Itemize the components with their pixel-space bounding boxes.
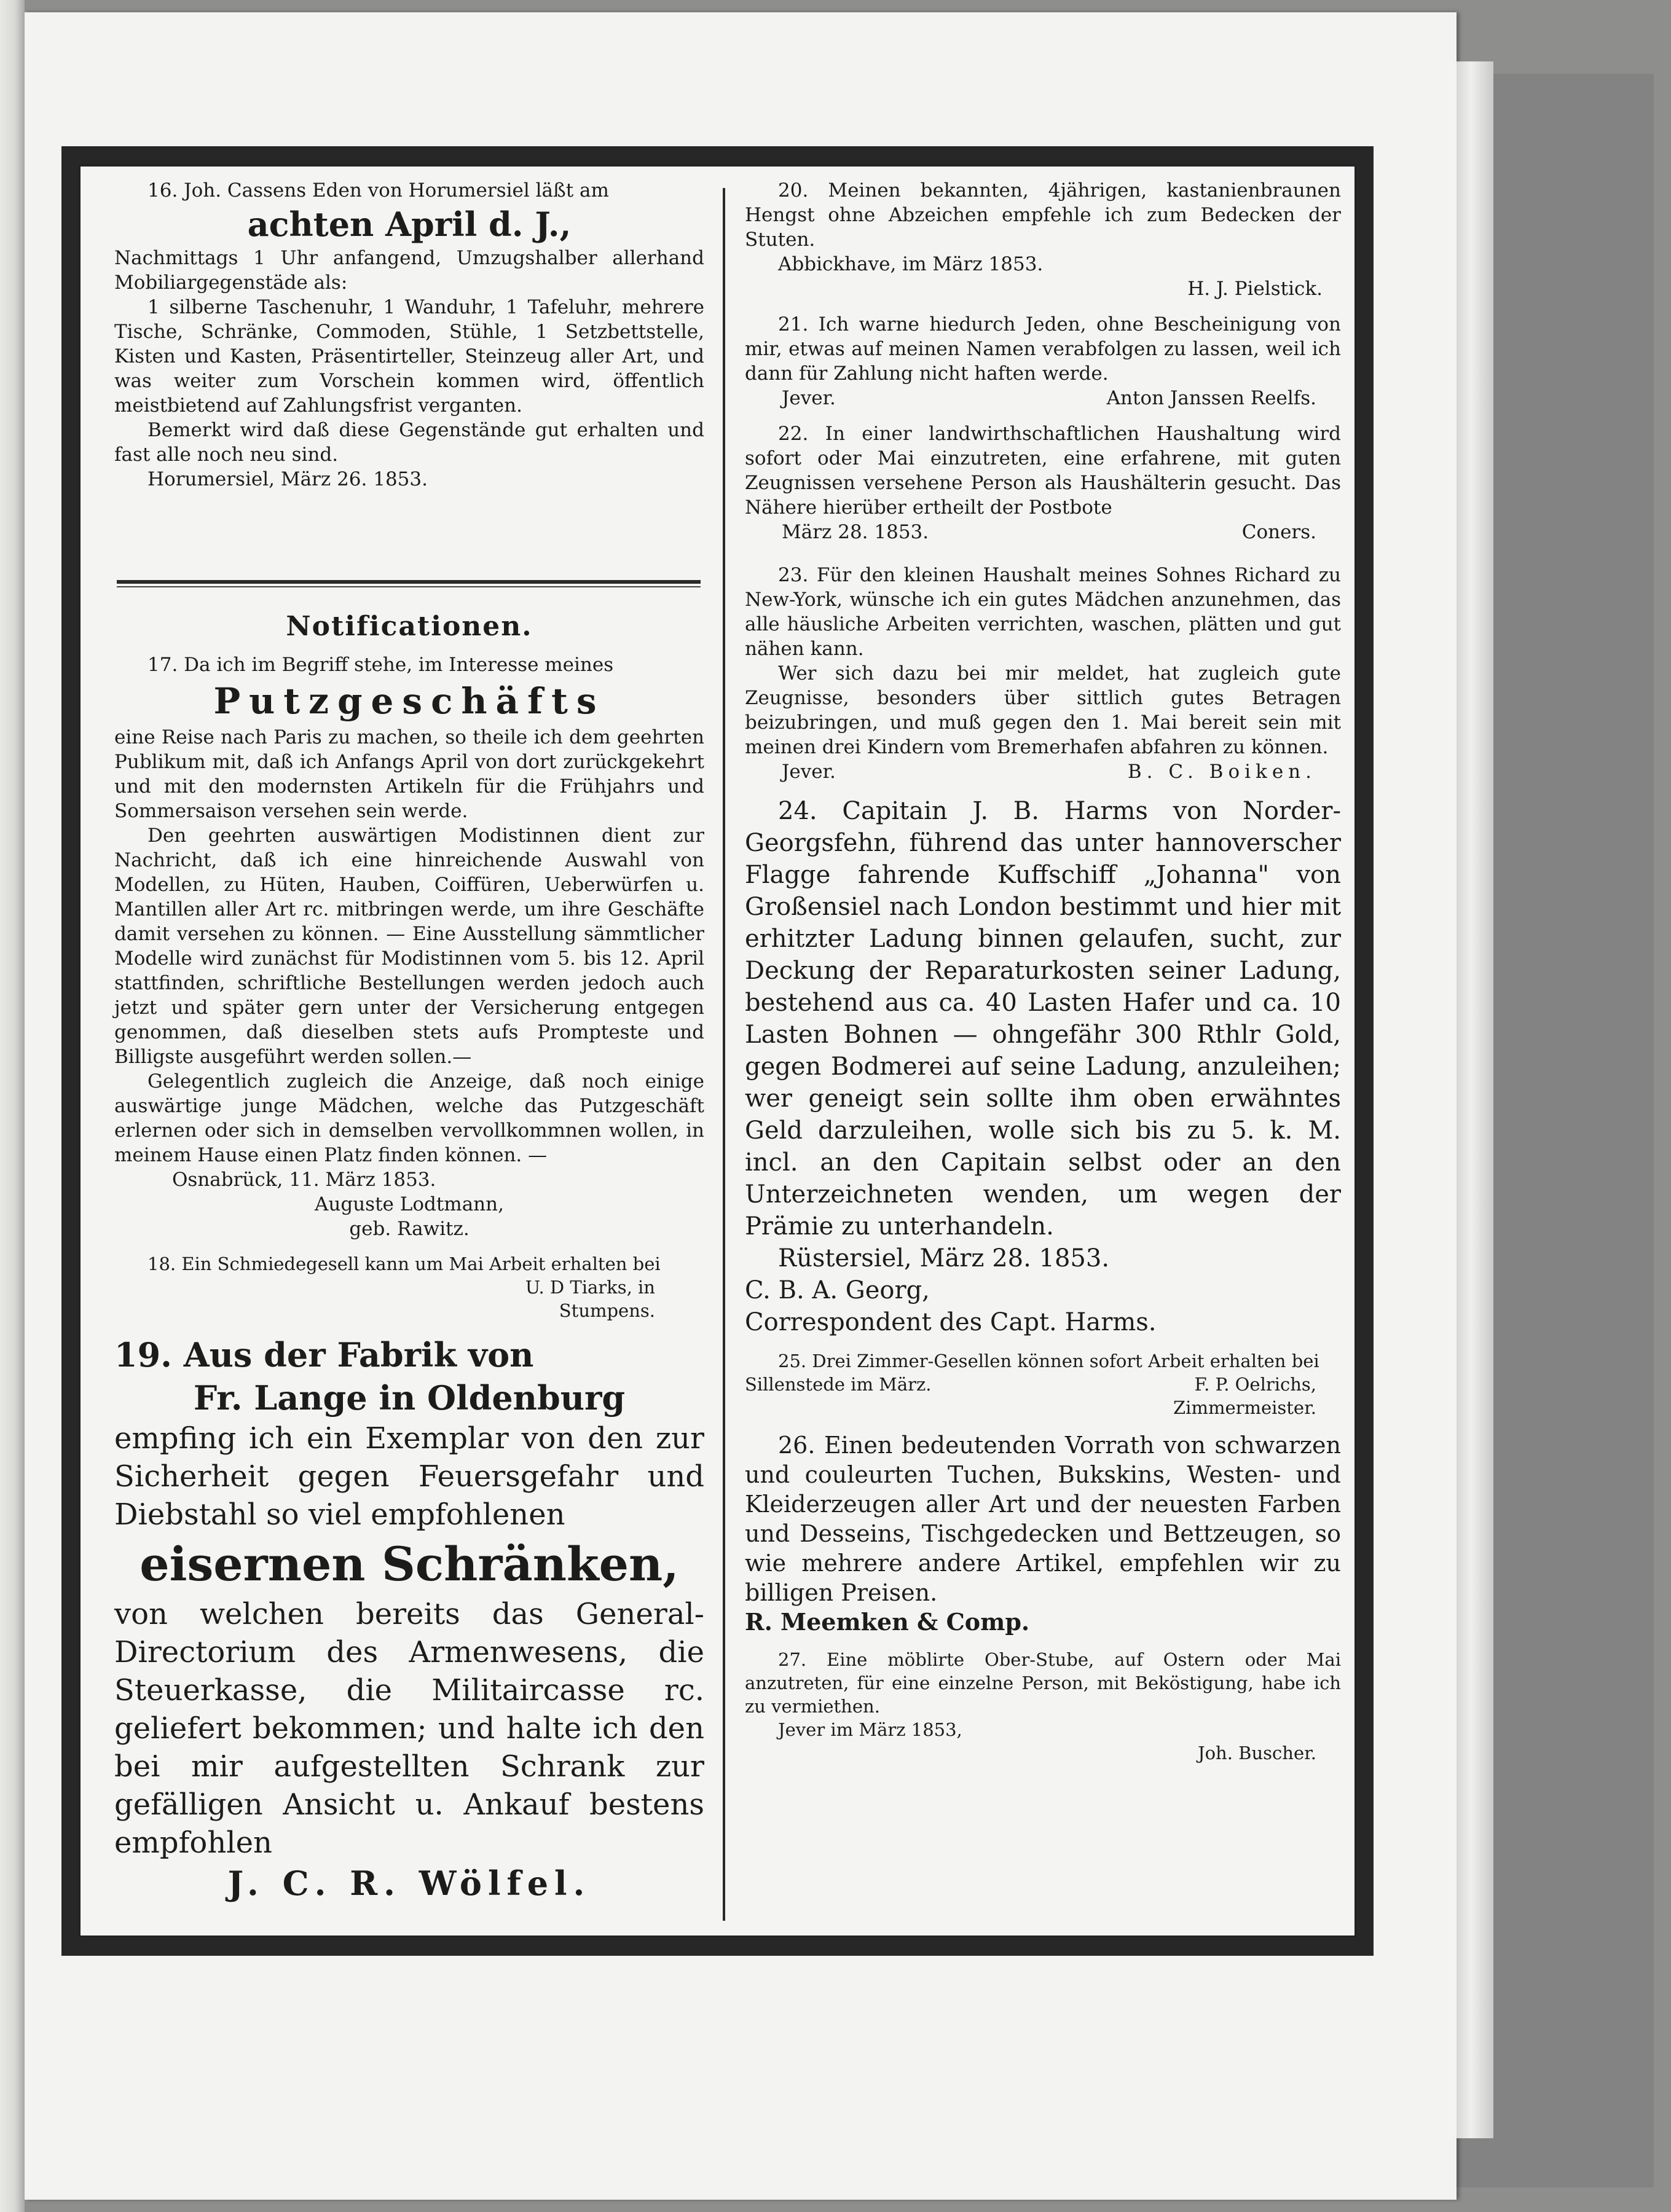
- ad-25-text: 25. Drei Zimmer-Gesellen können sofort Arbeit erhalten bei: [778, 1351, 1319, 1371]
- ad-19-body2: von welchen bereits das General-Directorium des Armenwesens, die Steuerkasse, die Militaircasse rc. geliefert bekommen; und halte ich den bei mir aufgestellten Schrank zur gefälligen Ansicht u. Ankauf bestens empfohlen: [114, 1597, 704, 1860]
- ad-27-place-date: Jever im März 1853,: [778, 1719, 962, 1740]
- ad-21-sig: Anton Janssen Reelfs.: [1106, 387, 1316, 409]
- ad-23-text: 23. Für den kleinen Haushalt meines Sohnes Richard zu New-York, wünsche ich ein gutes Mädchen anzunehmen, das alle häusliche Arbeiten verrichten, waschen, plätten und gut nähen kann.: [745, 564, 1341, 660]
- ad-22-text: 22. In einer landwirthschaftlichen Haushaltung wird sofort oder Mai einzutreten, eine erfahrene, mit guten Zeugnissen versehene Person als Haushälterin gesucht. Das Nähere hierüber ertheilt der Postbote: [745, 423, 1341, 519]
- ad-25-footer: [745, 1373, 1341, 1396]
- ad-26-text: 26. Einen bedeutenden Vorrath von schwarzen und couleurten Tuchen, Bukskins, Westen- und Kleiderzeugen aller Art und der neuesten Farben und Desseins, Tischgedecken und Bettzeugen, so wie mehrere andere Artikel, empfehlen wir zu billigen Preisen.: [745, 1432, 1341, 1606]
- ad-16-body: Nachmittags 1 Uhr anfangend, Umzugshalber allerhand Mobiliargegenstäde als:: [114, 247, 704, 294]
- ad-22: [745, 422, 1341, 544]
- ad-16-items: 1 silberne Taschenuhr, 1 Wanduhr, 1 Tafeluhr, mehrere Tische, Schränke, Commoden, Stühle, 1 Setzbettstelle, Kisten und Kasten, Präsentirteller, Steinzeug aller Art, und was weiter zum Vorschein kommen wird, öffentlich meistbietend auf Zahlungsfrist verganten.: [114, 296, 704, 417]
- ad-25-sig2: Zimmermeister.: [1173, 1397, 1316, 1418]
- ad-18-sig2: Stumpens.: [559, 1300, 655, 1321]
- ad-23-footer: [745, 759, 1341, 784]
- ad-22-date: März 28. 1853.: [782, 521, 929, 543]
- ad-17-place-date: Osnabrück, 11. März 1853.: [172, 1169, 436, 1191]
- ad-17-body2: Den geehrten auswärtigen Modistinnen dient zur Nachricht, daß ich eine hinreichende Auswahl von Modellen, zu Hüten, Hauben, Coiffüren, Ueberwürfen u. Mantillen aller Art rc. mitbringen werde, um ihre Geschäfte damit versehen zu können. — Eine Ausstellung sämmtlicher Modelle wird zunächst für Modistinnen vom 5. bis 12. April stattfinden, schriftliche Bestellungen werden jedoch auch jetzt und später gern unter der Versicherung entgegen genommen, daß dieselben stets aufs Prompteste und Billigste ausgeführt werden sollen.—: [114, 825, 704, 1068]
- ad-24-sig2: Correspondent des Capt. Harms.: [745, 1308, 1157, 1336]
- ad-23-text2: Wer sich dazu bei mir meldet, hat zugleich gute Zeugnisse, besonders über sittlich gutes Betragen beizubringen, und muß gegen den 1. Mai bereit sein mit meinen drei Kindern vom Bremerhafen abfahren zu können.: [745, 662, 1341, 758]
- ad-19-sig: J. C. R. Wölfel.: [227, 1864, 591, 1903]
- ad-21: [745, 312, 1341, 410]
- ad-22-footer: [745, 520, 1341, 544]
- ad-23-sig: B. C. Boiken.: [1127, 761, 1316, 783]
- ad-18-text: 18. Ein Schmiedegesell kann um Mai Arbeit erhalten bei: [147, 1253, 661, 1274]
- section-rule: [117, 580, 701, 584]
- ad-17: [114, 653, 704, 1241]
- ad-18: [114, 1252, 704, 1322]
- ad-24-place-date: Rüstersiel, März 28. 1853.: [778, 1244, 1110, 1273]
- ad-21-place: Jever.: [782, 387, 836, 409]
- ad-16-line1: 16. Joh. Cassens Eden von Horumersiel läßt am: [147, 179, 609, 202]
- ad-24-text: 24. Capitain J. B. Harms von Norder-Georgsfehn, führend das unter hannoverscher Flagge fahrende Kuffschiff „Johanna" von Großensiel nach London bestimmt und hier mit erhitzter Ladung binnen gelaufen, sucht, zur Deckung der Reparaturkosten seiner Ladung, bestehend aus ca. 40 Lasten Hafer und ca. 10 Lasten Bohnen — ohngefähr 300 Rthlr Gold, gegen Bodmerei auf seine Ladung, anzuleihen; wer geneigt sein sollte ihm oben erwähntes Geld darzuleihen, wolle sich bis zu 5. k. M. incl. an den Capitain selbst oder an den Unterzeichneten wenden, um wegen der Prämie zu unterhandeln.: [745, 797, 1341, 1241]
- ad-19-line2: Fr. Lange in Oldenburg: [193, 1378, 626, 1418]
- ad-19-line1: 19. Aus der Fabrik von: [114, 1335, 534, 1375]
- ad-27-sig: Joh. Buscher.: [1197, 1743, 1316, 1763]
- ad-24-sig1: C. B. A. Georg,: [745, 1276, 930, 1304]
- ad-27: [745, 1648, 1341, 1765]
- ad-17-head: Putzgeschäfts: [213, 680, 605, 722]
- section-title: Notificationen.: [286, 611, 533, 642]
- ad-17-sig2: geb. Rawitz.: [349, 1218, 470, 1240]
- ad-20-text: 20. Meinen bekannten, 4jährigen, kastanienbraunen Hengst ohne Abzeichen empfehle ich zum Bedecken der Stuten.: [745, 179, 1341, 251]
- ad-17-line1: 17. Da ich im Begriff stehe, im Interesse meines: [147, 654, 614, 676]
- ad-26-sig: R. Meemken & Comp.: [745, 1608, 1030, 1636]
- ad-19-body1: empfing ich ein Exemplar von den zur Sicherheit gegen Feuersgefahr und Diebstahl so viel empfohlenen: [114, 1421, 704, 1532]
- ad-16-place-date: Horumersiel, März 26. 1853.: [147, 468, 428, 490]
- section-rule-thin: [117, 586, 701, 587]
- ad-22-sig: Coners.: [1241, 521, 1316, 543]
- right-column: [745, 178, 1341, 1776]
- left-column: [114, 178, 704, 1916]
- ad-21-footer: [745, 386, 1341, 410]
- ad-18-sig1: U. D Tiarks, in: [525, 1277, 655, 1298]
- ad-25-place: Sillenstede im März.: [745, 1374, 932, 1395]
- ad-19-big: eisernen Schränken,: [140, 1537, 679, 1591]
- ad-20: [745, 178, 1341, 301]
- ad-20-sig: H. J. Pielstick.: [1187, 278, 1323, 300]
- ad-20-place-date: Abbickhave, im März 1853.: [778, 253, 1044, 275]
- ad-25-sig1: F. P. Oelrichs,: [1194, 1374, 1316, 1395]
- ad-21-text: 21. Ich warne hiedurch Jeden, ohne Bescheinigung von mir, etwas auf meinen Namen verabfolgen zu lassen, weil ich dann für Zahlung nicht haften werde.: [745, 313, 1341, 385]
- facing-page-edge: [0, 0, 25, 2212]
- ad-24: [745, 795, 1341, 1338]
- ad-16-note: Bemerkt wird daß diese Gegenstände gut erhalten und fast alle noch neu sind.: [114, 419, 704, 466]
- ad-17-sig1: Auguste Lodtmann,: [315, 1193, 504, 1215]
- ad-17-body3: Gelegentlich zugleich die Anzeige, daß noch einige auswärtige junge Mädchen, welche das Putzgeschäft erlernen oder sich in demselben vervollkommnen wollen, in meinem Hause einen Platz finden können. —: [114, 1070, 704, 1166]
- ad-16: [114, 178, 704, 559]
- ad-17-body1: eine Reise nach Paris zu machen, so theile ich dem geehrten Publikum mit, daß ich Anfangs April von dort zurückgekehrt und mit den modernsten Artikeln für die Frühjahrs und Sommersaison versehen sein werde.: [114, 726, 704, 822]
- ad-26: [745, 1430, 1341, 1637]
- ad-27-text: 27. Eine möblirte Ober-Stube, auf Ostern oder Mai anzutreten, für eine einzelne Person, mit Beköstigung, habe ich zu vermiethen.: [745, 1649, 1341, 1717]
- page-edge: [1457, 61, 1493, 2138]
- ad-23-place: Jever.: [782, 761, 836, 783]
- column-divider: [723, 188, 725, 1921]
- ad-19: [114, 1333, 704, 1905]
- ad-25: [745, 1349, 1341, 1419]
- ad-23: [745, 563, 1341, 784]
- ad-16-date-head: achten April d. J.,: [247, 205, 572, 244]
